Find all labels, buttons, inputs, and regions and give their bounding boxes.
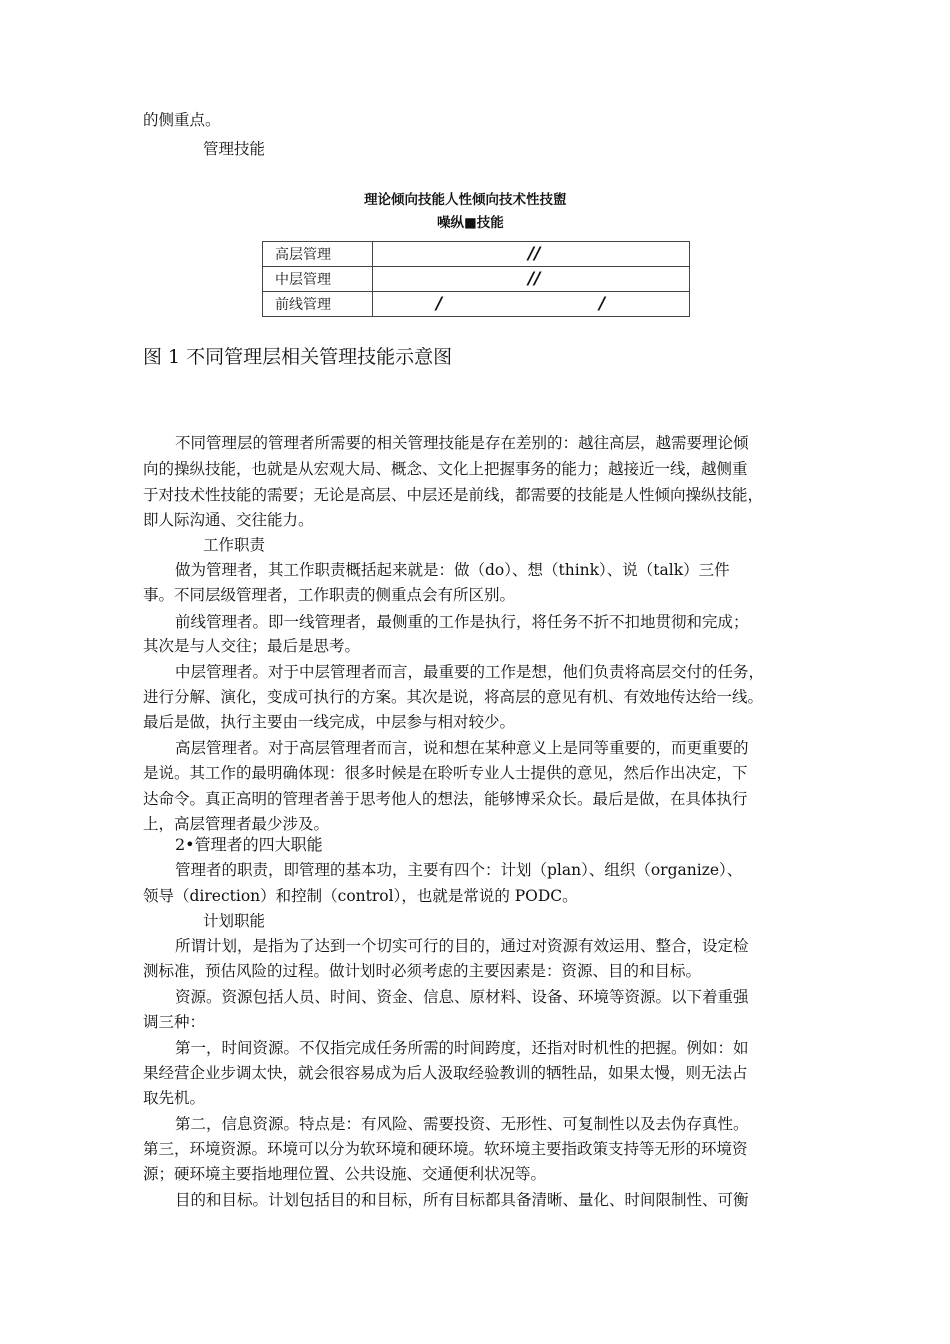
section-title-planning: 计划职能 <box>203 912 266 930</box>
paragraph-line: 达命令。真正高明的管理者善于思考他人的想法，能够博采众长。最后是做，在具体执行 <box>143 790 748 808</box>
paragraph-line: 源；硬环境主要指地理位置、公共设施、交通便利状况等。 <box>143 1165 547 1183</box>
figure-caption: 图 1 不同管理层相关管理技能示意图 <box>143 346 453 368</box>
paragraph-line: 资源。资源包括人员、时间、资金、信息、原材料、设备、环境等资源。以下着重强 <box>175 988 749 1006</box>
table-row <box>263 242 690 267</box>
paragraph-line: 不同管理层的管理者所需要的相关管理技能是存在差别的：越往高层，越需要理论倾 <box>175 434 749 452</box>
paragraph-line: 第一，时间资源。不仅指完成任务所需的时间跨度，还指对时机性的把握。例如：如 <box>175 1039 749 1057</box>
skill-mark: // <box>528 244 541 264</box>
paragraph-line: 前线管理者。即一线管理者，最侧重的工作是执行，将任务不折不扣地贯彻和完成； <box>175 613 749 631</box>
paragraph-line: 进行分解、演化，变成可执行的方案。其次是说，将高层的意见有机、有效地传达给一线。 <box>143 688 764 706</box>
section-title-four-functions: 2•管理者的四大职能 <box>175 835 323 854</box>
paragraph-line: 向的操纵技能，也就是从宏观大局、概念、文化上把握事务的能力；越接近一线，越侧重 <box>143 460 748 478</box>
figure-header-line2: 噪纵■技能 <box>437 215 504 231</box>
paragraph-line: 果经营企业步调太快，就会很容易成为后人汲取经验教训的牺牲品，如果太慢，则无法占 <box>143 1064 748 1082</box>
row-label-front: 前线管理 <box>263 292 373 317</box>
paragraph-line: 目的和目标。计划包括目的和目标，所有目标都具备清晰、量化、时间限制性、可衡 <box>175 1191 749 1209</box>
paragraph-line: 事。不同层级管理者，工作职责的侧重点会有所区别。 <box>143 586 516 604</box>
section-title-skills: 管理技能 <box>203 140 266 158</box>
row-marks-front <box>373 292 690 317</box>
paragraph-line: 上，高层管理者最少涉及。 <box>143 815 330 833</box>
paragraph-line: 管理者的职责，即管理的基本功，主要有四个：计划（plan）、组织（organize）、 <box>175 861 743 879</box>
skill-mark: / <box>599 294 606 314</box>
paragraph-line: 测标准，预估风险的过程。做计划时必须考虑的主要因素是：资源、目的和目标。 <box>143 962 702 980</box>
skill-mark: // <box>528 269 541 289</box>
skill-mark: / <box>436 294 443 314</box>
table-row <box>263 267 690 292</box>
skills-table <box>262 241 690 317</box>
paragraph-line: 高层管理者。对于高层管理者而言，说和想在某种意义上是同等重要的，而更重要的 <box>175 739 749 757</box>
row-label-top: 高层管理 <box>263 242 373 267</box>
paragraph-line: 调三种： <box>143 1013 206 1031</box>
paragraph-line: 其次是与人交往；最后是思考。 <box>143 637 361 655</box>
paragraph-line: 所谓计划，是指为了达到一个切实可行的目的，通过对资源有效运用、整合，设定检 <box>175 937 749 955</box>
table-row <box>263 292 690 317</box>
row-label-middle: 中层管理 <box>263 267 373 292</box>
paragraph-line: 是说。其工作的最明确体现：很多时候是在聆听专业人士提供的意见，然后作出决定，下 <box>143 764 748 782</box>
row-marks-top <box>373 242 690 267</box>
paragraph-line: 做为管理者，其工作职责概括起来就是：做（do）、想（think）、说（talk）三件 <box>175 561 730 579</box>
paragraph-line: 即人际沟通、交往能力。 <box>143 511 314 529</box>
paragraph-line: 取先机。 <box>143 1089 206 1107</box>
paragraph-line: 中层管理者。对于中层管理者而言，最重要的工作是想，他们负责将高层交付的任务， <box>175 663 765 681</box>
paragraph-line: 最后是做，执行主要由一线完成，中层参与相对较少。 <box>143 713 516 731</box>
paragraph-line: 第三，环境资源。环境可以分为软环境和硬环境。软环境主要指政策支持等无形的环境资 <box>143 1140 748 1158</box>
figure-header-line1: 理论倾向技能人性倾向技术性技盥 <box>364 192 567 208</box>
row-marks-middle <box>373 267 690 292</box>
intro-tail: 的侧重点。 <box>143 111 221 129</box>
paragraph-line: 第二，信息资源。特点是：有风险、需要投资、无形性、可复制性以及去伪存真性。 <box>175 1115 749 1133</box>
paragraph-line: 领导（direction）和控制（control），也就是常说的 PODC。 <box>143 887 578 905</box>
section-title-duties: 工作职责 <box>203 536 266 554</box>
paragraph-line: 于对技术性技能的需要；无论是高层、中层还是前线，都需要的技能是人性倾向操纵技能， <box>143 486 764 504</box>
